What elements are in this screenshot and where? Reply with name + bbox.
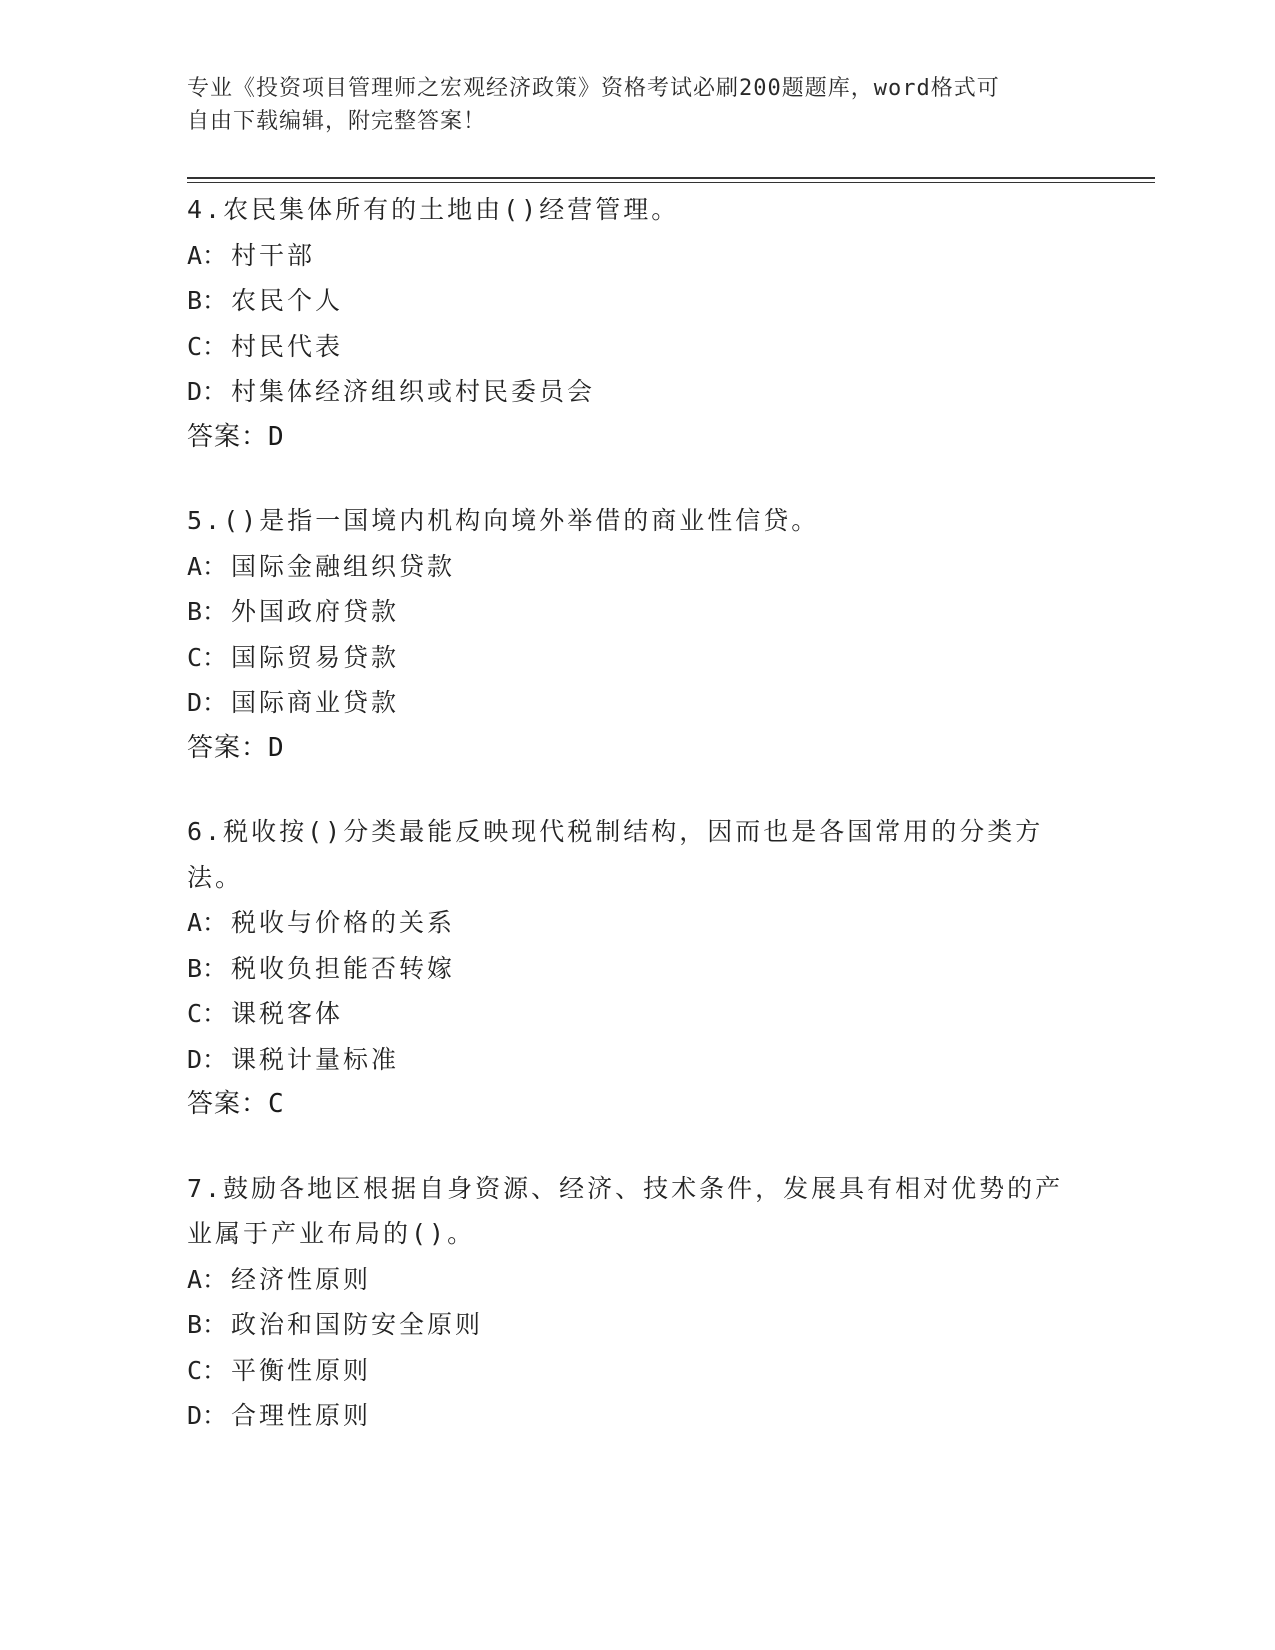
option-b <box>187 946 1067 992</box>
option-a <box>187 544 1067 590</box>
option-key: A： <box>187 551 228 581</box>
option-text: 村民代表 <box>231 331 344 361</box>
option-a <box>187 900 1067 946</box>
option-text: 农民个人 <box>231 286 344 315</box>
option-key: B： <box>187 1310 228 1339</box>
option-key: C： <box>187 1355 228 1385</box>
option-text: 国际商业贷款 <box>231 688 400 717</box>
option-key: C： <box>187 642 228 672</box>
option-key: B： <box>187 953 228 983</box>
option-text: 税收与价格的关系 <box>231 908 456 937</box>
option-key: D： <box>187 377 228 406</box>
option-b <box>187 278 1067 324</box>
option-c <box>187 991 1067 1037</box>
question-stem: 7.鼓励各地区根据自身资源、经济、技术条件，发展具有相对优势的产业属于产业布局的()。 <box>187 1173 1064 1248</box>
answer-label: 答案：D <box>187 732 285 763</box>
header-line-2: 自由下载编辑，附完整答案！ <box>187 109 487 134</box>
option-key: D： <box>187 1044 228 1074</box>
option-d <box>187 369 1067 415</box>
option-d <box>187 1037 1067 1083</box>
option-key: D： <box>187 1401 228 1430</box>
option-b <box>187 589 1067 635</box>
option-text: 外国政府贷款 <box>231 597 400 626</box>
question-list <box>187 187 1067 1477</box>
option-key: D： <box>187 688 228 717</box>
header-line-1: 专业《投资项目管理师之宏观经济政策》资格考试必刷200题题库，word格式可 <box>187 76 1000 101</box>
option-key: B： <box>187 286 228 315</box>
option-text: 经济性原则 <box>231 1264 372 1294</box>
question-stem: 4.农民集体所有的土地由()经营管理。 <box>187 195 680 224</box>
option-key: A： <box>187 908 228 937</box>
option-a <box>187 233 1067 279</box>
option-text: 村集体经济组织或村民委员会 <box>231 377 596 406</box>
option-key: A： <box>187 240 228 270</box>
header-divider-thin <box>187 182 1155 183</box>
answer-label: 答案：C <box>187 1089 285 1119</box>
header-divider-thick <box>187 177 1155 179</box>
option-text: 课税计量标准 <box>231 1044 400 1074</box>
option-text: 村干部 <box>231 240 316 270</box>
option-key: C： <box>187 999 228 1028</box>
option-text: 国际金融组织贷款 <box>231 551 456 581</box>
question-7 <box>187 1166 1067 1439</box>
option-text: 税收负担能否转嫁 <box>231 953 456 983</box>
document-header <box>187 72 1067 138</box>
option-c <box>187 1348 1067 1394</box>
option-text: 政治和国防安全原则 <box>231 1310 484 1339</box>
option-key: A： <box>187 1264 228 1294</box>
option-c <box>187 635 1067 681</box>
option-text: 合理性原则 <box>231 1401 372 1430</box>
option-text: 课税客体 <box>231 999 344 1028</box>
option-b <box>187 1302 1067 1348</box>
question-stem: 5.()是指一国境内机构向境外举借的商业性信贷。 <box>187 506 820 535</box>
option-key: B： <box>187 597 228 626</box>
option-c <box>187 324 1067 370</box>
question-4 <box>187 187 1067 460</box>
option-d <box>187 680 1067 726</box>
option-key: C： <box>187 331 228 361</box>
answer-label: 答案：D <box>187 421 285 452</box>
option-text: 平衡性原则 <box>231 1355 372 1385</box>
option-text: 国际贸易贷款 <box>231 642 400 672</box>
question-6 <box>187 809 1067 1128</box>
question-stem: 6.税收按()分类最能反映现代税制结构，因而也是各国常用的分类方法。 <box>187 817 1044 892</box>
option-a <box>187 1257 1067 1303</box>
question-5 <box>187 498 1067 771</box>
option-d <box>187 1393 1067 1439</box>
